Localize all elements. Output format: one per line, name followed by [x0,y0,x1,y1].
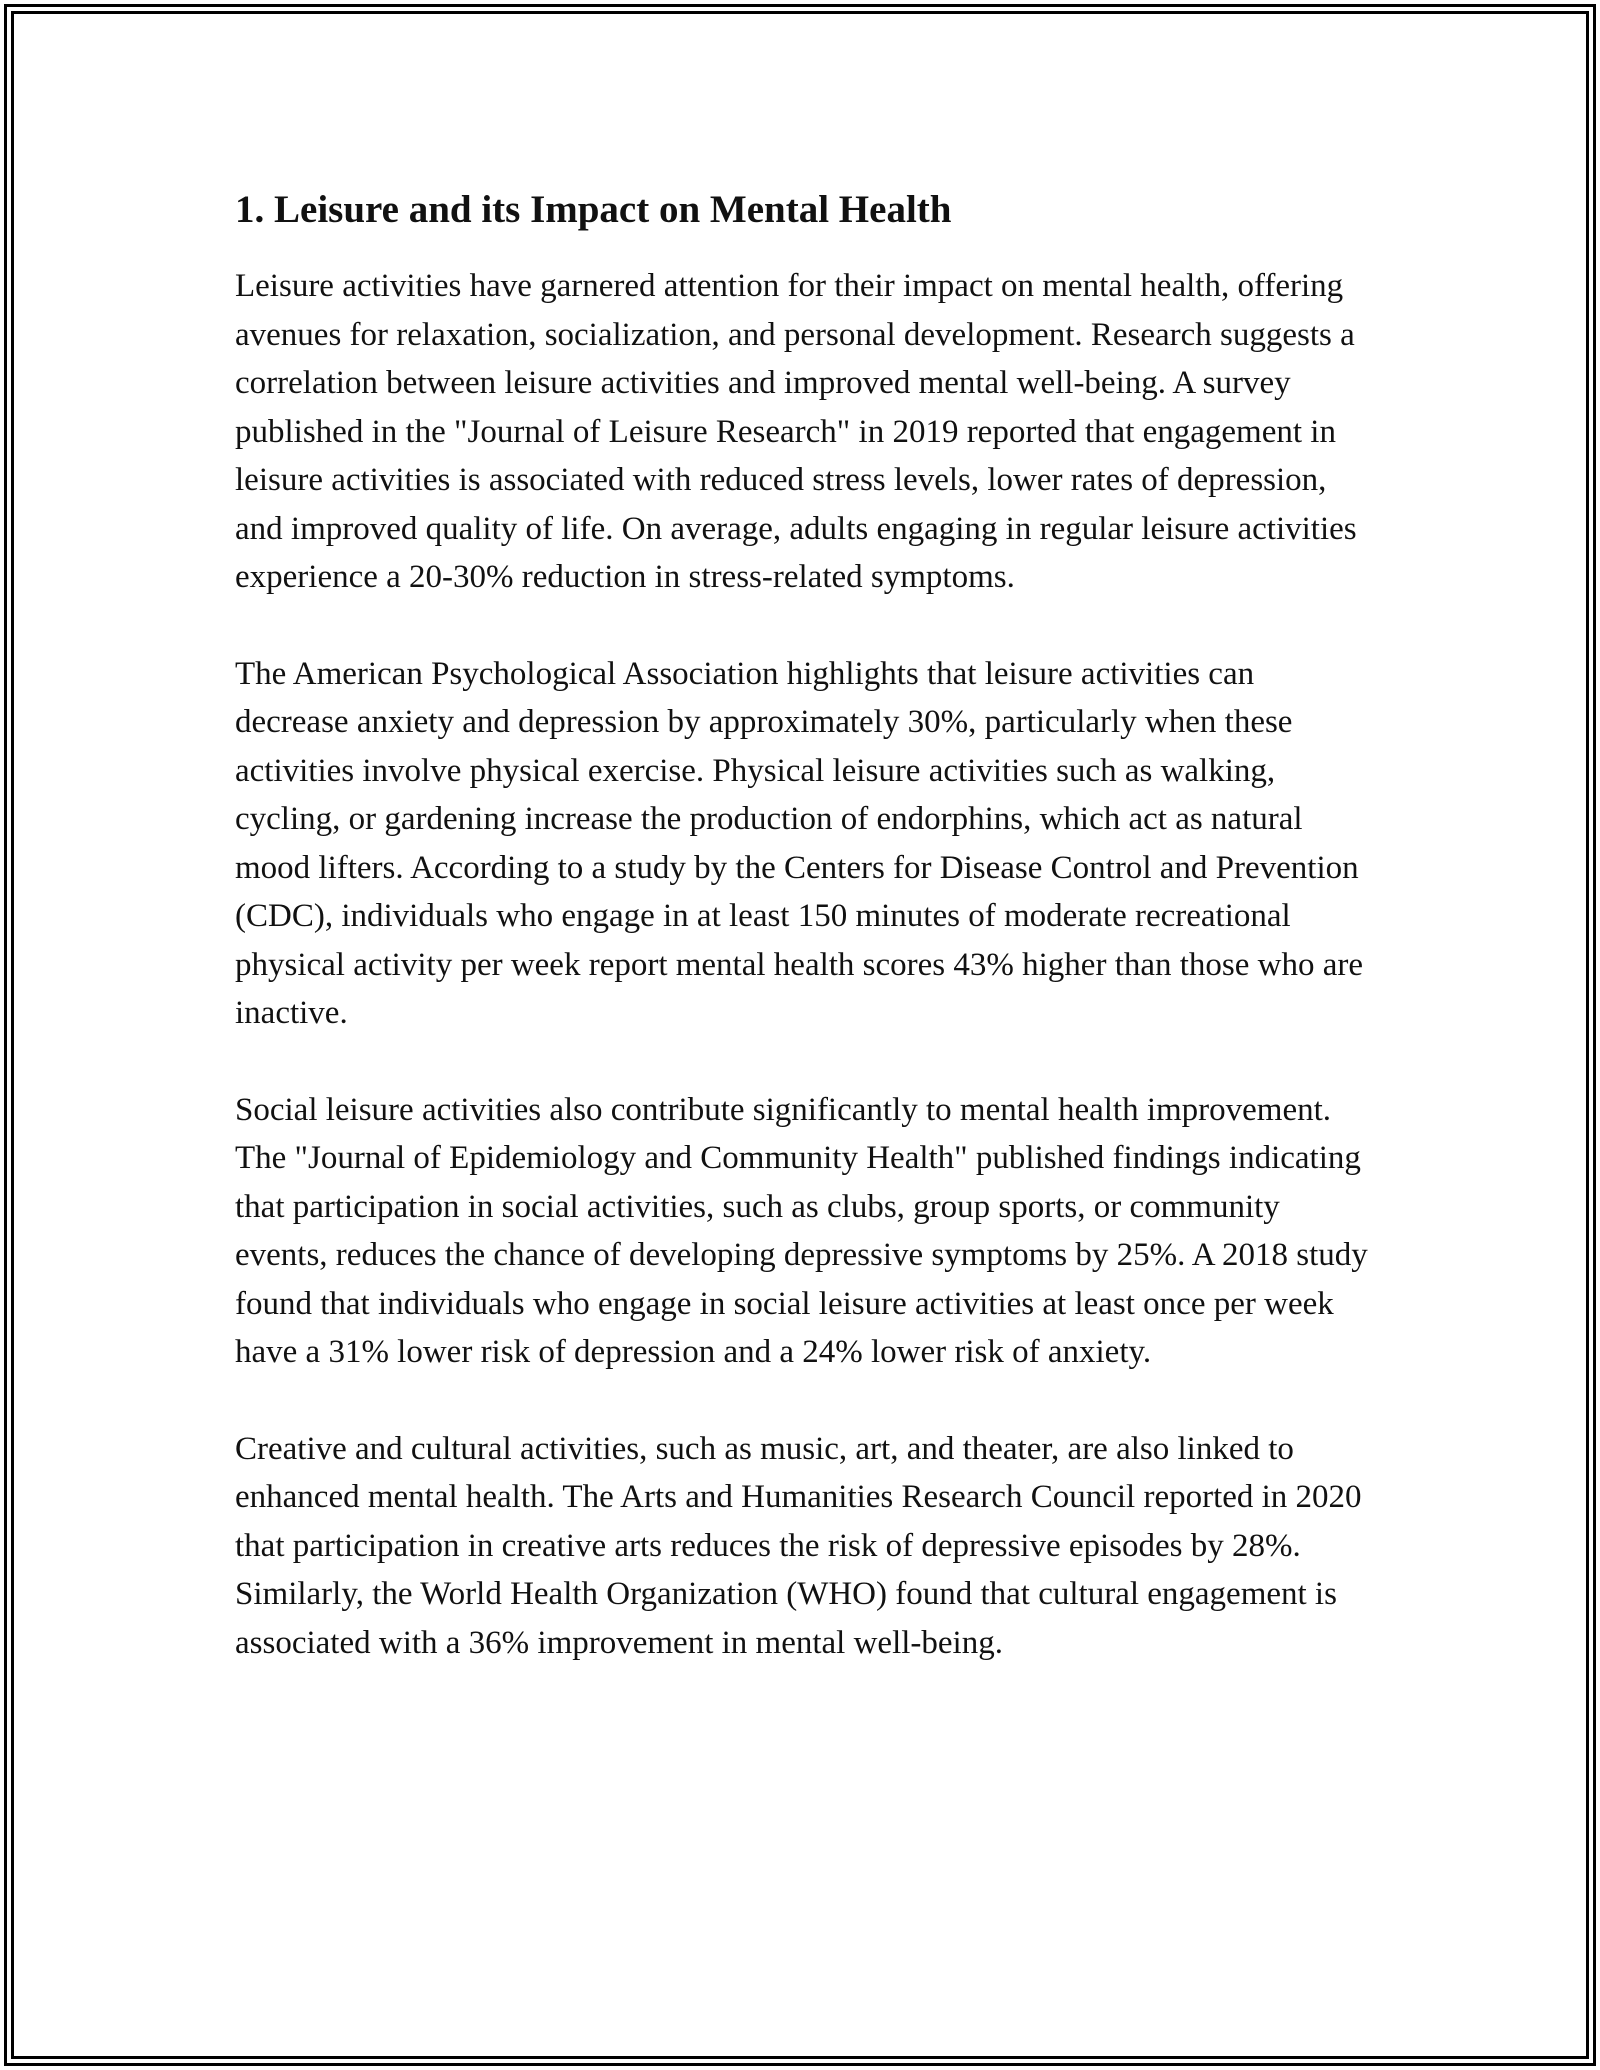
paragraph-leisure-overview: Leisure activities have garnered attention for their impact on mental health, offering avenues for relaxation, socialization, and personal development. Research suggests a correlation between leisure activities and improved mental well-being. A survey published in the "Journal of Leisure Research" in 2019 reported that engagement in leisure activities is associated with reduced stress levels, lower rates of depression, and improved quality of life. On average, adults engaging in regular leisure activities experience a 20-30% reduction in stress-related symptoms. [235,268,1357,595]
paragraph-social-activities: Social leisure activities also contribute significantly to mental health improvement. The "Journal of Epidemiology and Community Health" published findings indicating that participation in social activities, such as clubs, group sports, or community events, reduces the chance of developing depressive symptoms by 25%. A 2018 study found that individuals who engage in social leisure activities at least once per week have a 31% lower risk of depression and a 24% lower risk of anxiety. [235,1091,1368,1370]
section-heading: 1. Leisure and its Impact on Mental Health [235,188,952,231]
paragraph-physical-activity: The American Psychological Association highlights that leisure activities can decrease anxiety and depression by approximately 30%, particularly when these activities involve physical exercise. Physical leisure activities such as walking, cycling, or gardening increase the production of endorphins, which act as natural mood lifters. According to a study by the Centers for Disease Control and Prevention (CDC), individuals who engage in at least 150 minutes of moderate recreational physical activity per week report mental health scores 43% higher than those who are inactive. [235,655,1364,1031]
document-body [235,186,1375,1715]
paragraph-creative-cultural: Creative and cultural activities, such as music, art, and theater, are also linked to enhanced mental health. The Arts and Humanities Research Council reported in 2020 that participation in creative arts reduces the risk of depressive episodes by 28%. Similarly, the World Health Organization (WHO) found that cultural engagement is associated with a 36% improvement in mental well-being. [235,1430,1362,1661]
